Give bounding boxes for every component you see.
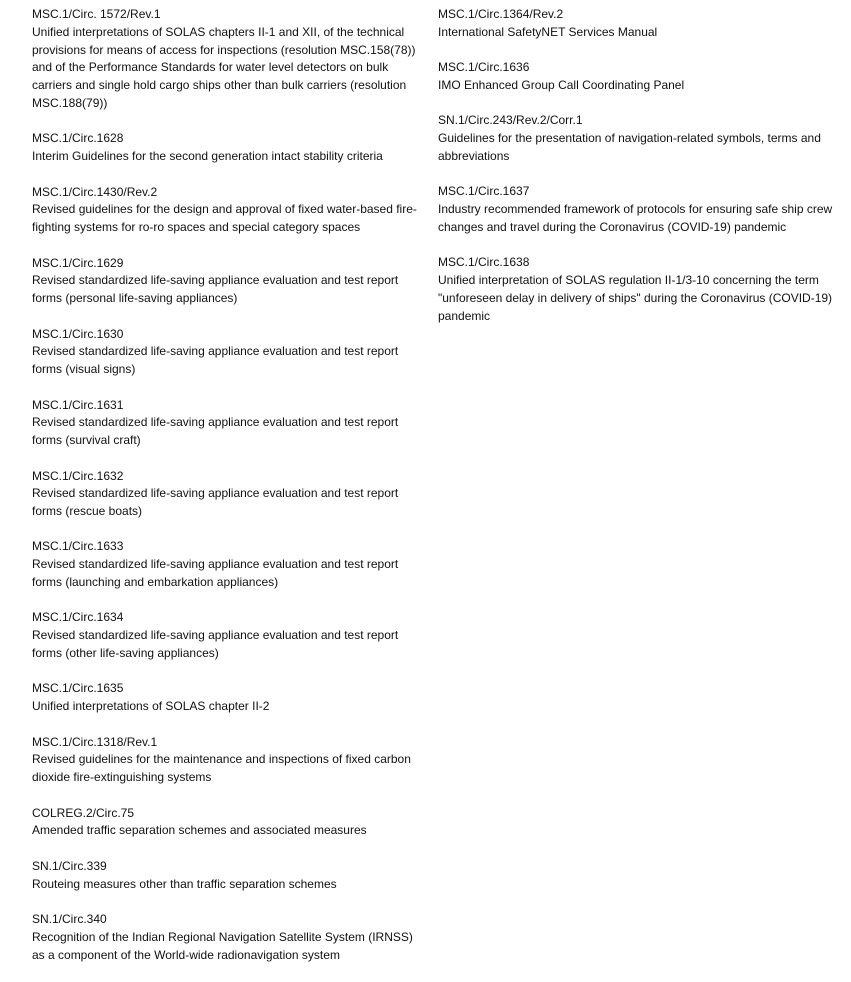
circular-reference: MSC.1/Circ.1631 xyxy=(32,397,124,412)
circular-entry xyxy=(32,858,427,894)
circular-reference: MSC.1/Circ.1629 xyxy=(32,255,124,270)
circular-reference: MSC.1/Circ.1318/Rev.1 xyxy=(32,734,158,749)
circular-entry xyxy=(32,734,427,787)
circular-entry xyxy=(438,6,833,42)
circular-title: Revised standardized life-saving appliance evaluation and test report forms (visual signs) xyxy=(32,344,399,377)
circular-entry xyxy=(32,538,427,591)
circular-reference: MSC.1/Circ.1633 xyxy=(32,539,124,554)
circular-reference: MSC.1/Circ.1636 xyxy=(438,60,530,75)
circular-title: Industry recommended framework of protocols for ensuring safe ship crew changes and travel during the Coronavirus (COVID-19) pandemic xyxy=(438,202,833,234)
circular-entry xyxy=(438,112,833,165)
circular-reference: MSC.1/Circ.1630 xyxy=(32,326,124,341)
circular-title: Revised guidelines for the design and approval of fixed water-based fire-fighting systems for ro-ro spaces and special category spaces xyxy=(32,202,417,235)
circular-entry xyxy=(32,326,427,379)
circular-title: Routeing measures other than traffic separation schemes xyxy=(32,876,337,891)
circular-entry xyxy=(32,184,427,237)
circular-reference: MSC.1/Circ. 1572/Rev.1 xyxy=(32,7,161,21)
circular-entry xyxy=(32,805,427,841)
circular-reference: MSC.1/Circ.1430/Rev.2 xyxy=(32,184,158,199)
circular-title: Revised standardized life-saving appliance evaluation and test report forms (personal life-saving appliances) xyxy=(32,273,399,306)
circular-title: Unified interpretations of SOLAS chapter II-2 xyxy=(32,699,270,714)
circular-title: Revised standardized life-saving appliance evaluation and test report forms (survival craft) xyxy=(32,415,399,448)
circular-entry xyxy=(32,609,427,662)
circular-entry xyxy=(438,183,833,236)
circular-entry xyxy=(32,911,427,964)
circular-reference: SN.1/Circ.340 xyxy=(32,912,107,926)
circular-entry xyxy=(32,468,427,521)
circular-title: IMO Enhanced Group Call Coordinating Panel xyxy=(438,77,685,92)
circular-title: Amended traffic separation schemes and associated measures xyxy=(32,823,367,838)
circular-title: Guidelines for the presentation of navigation-related symbols, terms and abbreviations xyxy=(438,131,821,163)
circular-entry xyxy=(32,6,427,113)
circular-reference: SN.1/Circ.339 xyxy=(32,858,107,873)
circular-entry xyxy=(32,255,427,308)
circular-title: International SafetyNET Services Manual xyxy=(438,24,658,39)
circular-title: Unified interpretations of SOLAS chapters II-1 and XII, of the technical provisions for means of access for inspections (resolution MSC.158(78)) and of the Performance Standards for water level detectors on bulk carriers and single hold cargo ships other than bulk carriers (resolution MSC.188(79)) xyxy=(32,24,416,110)
circular-reference: MSC.1/Circ.1638 xyxy=(438,255,530,270)
circular-reference: SN.1/Circ.243/Rev.2/Corr.1 xyxy=(438,113,583,128)
circular-title: Revised standardized life-saving appliance evaluation and test report forms (other life-saving appliances) xyxy=(32,628,399,661)
circular-title: Unified interpretation of SOLAS regulation II-1/3-10 concerning the term "unforeseen delay in delivery of ships" during the Coronavirus (COVID-19) pandemic xyxy=(438,273,833,323)
circular-reference: MSC.1/Circ.1637 xyxy=(438,184,530,199)
circular-title: Revised guidelines for the maintenance and inspections of fixed carbon dioxide fire-extinguishing systems xyxy=(32,752,411,785)
circular-reference: MSC.1/Circ.1628 xyxy=(32,131,124,146)
circular-entry xyxy=(32,680,427,716)
circular-title: Interim Guidelines for the second generation intact stability criteria xyxy=(32,149,383,164)
circular-title: Revised standardized life-saving appliance evaluation and test report forms (rescue boats) xyxy=(32,486,399,519)
circular-title: Recognition of the Indian Regional Navigation Satellite System (IRNSS) as a component of the World-wide radionavigation system xyxy=(32,929,413,962)
circular-reference: MSC.1/Circ.1632 xyxy=(32,468,124,483)
right-column xyxy=(438,6,833,343)
circular-entry xyxy=(438,254,833,325)
circular-entry xyxy=(32,130,427,166)
circular-entry xyxy=(32,397,427,450)
circular-reference: COLREG.2/Circ.75 xyxy=(32,805,135,820)
circular-reference: MSC.1/Circ.1635 xyxy=(32,681,124,696)
circular-reference: MSC.1/Circ.1364/Rev.2 xyxy=(438,7,564,21)
circular-reference: MSC.1/Circ.1634 xyxy=(32,610,124,625)
circular-entry xyxy=(438,59,833,95)
left-column xyxy=(32,6,427,982)
circular-title: Revised standardized life-saving appliance evaluation and test report forms (launching and embarkation appliances) xyxy=(32,557,399,590)
